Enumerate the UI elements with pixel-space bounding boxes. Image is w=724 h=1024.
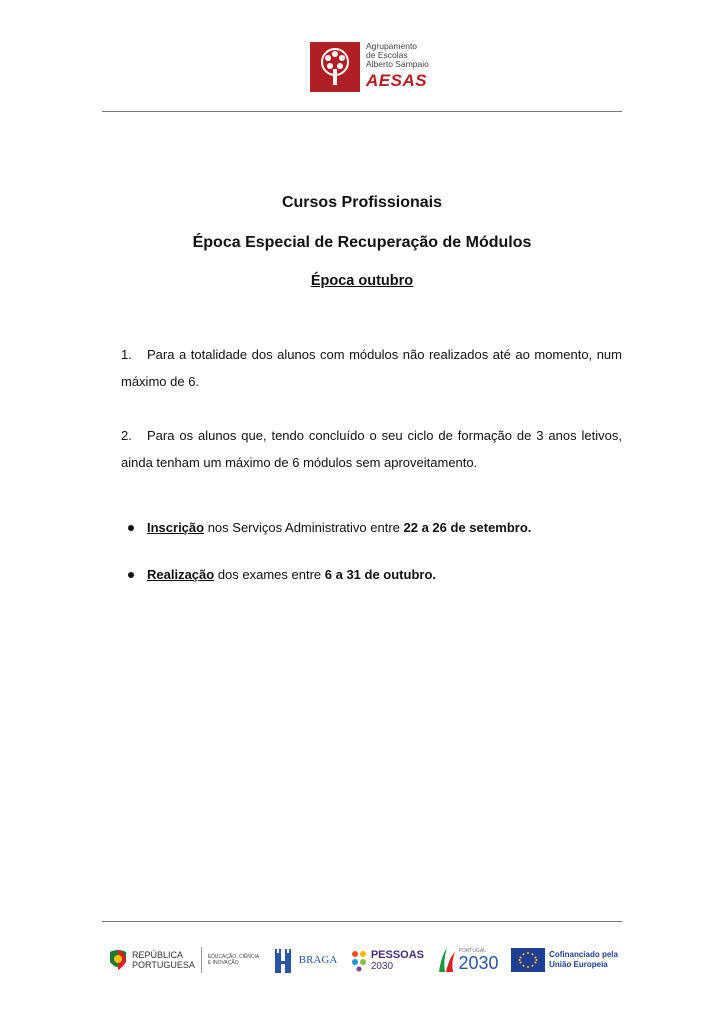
logo-text (366, 42, 429, 90)
pessoas-dots-icon (350, 948, 368, 972)
logo-brand: AESAS (366, 71, 428, 90)
eu-flag-icon (511, 948, 545, 972)
pessoas-text: PESSOAS (370, 948, 424, 961)
pessoas-2030-logo (350, 948, 424, 972)
portugal-2030-icon (437, 946, 457, 974)
item-number: 2. (121, 428, 132, 443)
coat-of-arms-icon (108, 948, 128, 972)
pessoas-year: 2030 (370, 960, 394, 972)
eu-line: União Europeia (549, 960, 608, 969)
ministry-line: E INOVAÇÃO (207, 960, 239, 966)
logo-line: Alberto Sampaio (366, 59, 429, 69)
portugal-2030-logo (437, 946, 499, 974)
bullet-dot (128, 572, 134, 578)
school-logo (310, 42, 429, 94)
bullet-inscricao (121, 520, 622, 535)
logo-line: de Escolas (366, 50, 408, 60)
footer-logos (108, 938, 618, 982)
bullet-label: Realização (147, 567, 215, 582)
item-text: Para a totalidade dos alunos com módulos não realizados até ao momento, num máximo de 6. (121, 347, 622, 389)
document-heading: Época Especial de Recuperação de Módulos (192, 234, 532, 251)
republica-line: PORTUGUESA (132, 960, 195, 970)
eu-line: Cofinanciado pela (549, 950, 618, 959)
bullet-dates: 6 a 31 de outubro. (324, 567, 437, 582)
republica-line: REPÚBLICA (132, 950, 184, 960)
item-number: 1. (121, 347, 132, 362)
republica-portuguesa-logo (108, 947, 259, 973)
logo-line: Agrupamento (366, 41, 418, 51)
tree-icon (310, 42, 360, 92)
bullet-dates: 22 a 26 de setembro. (403, 520, 532, 535)
bullet-text: nos Serviços Administrativo entre (204, 520, 404, 535)
eu-cofinancing-logo (511, 948, 618, 972)
bullet-realizacao (121, 567, 622, 582)
bullet-label: Inscrição (147, 520, 205, 535)
numbered-item-2 (121, 422, 622, 476)
ministry-line: EDUCAÇÃO, CIÊNCIA (207, 954, 260, 960)
portugal-small: PORTUGAL (458, 948, 486, 954)
item-text: Para os alunos que, tendo concluído o seu ciclo de formação de 3 anos letivos, ainda tenham um máximo de 6 módulos sem aproveitamento. (121, 428, 622, 470)
bullet-dot (128, 525, 134, 531)
portugal-year: 2030 (458, 953, 499, 973)
braga-logo (272, 945, 338, 975)
bullet-text: dos exames entre (214, 567, 325, 582)
braga-text: BRAGA (298, 954, 338, 966)
footer-divider (102, 921, 622, 922)
separator (201, 947, 202, 973)
document-subheading: Época outubro (310, 273, 414, 289)
header-divider (102, 111, 622, 112)
document-title: Cursos Profissionais (281, 194, 443, 211)
numbered-item-1 (121, 341, 622, 395)
braga-tower-icon (272, 945, 296, 975)
